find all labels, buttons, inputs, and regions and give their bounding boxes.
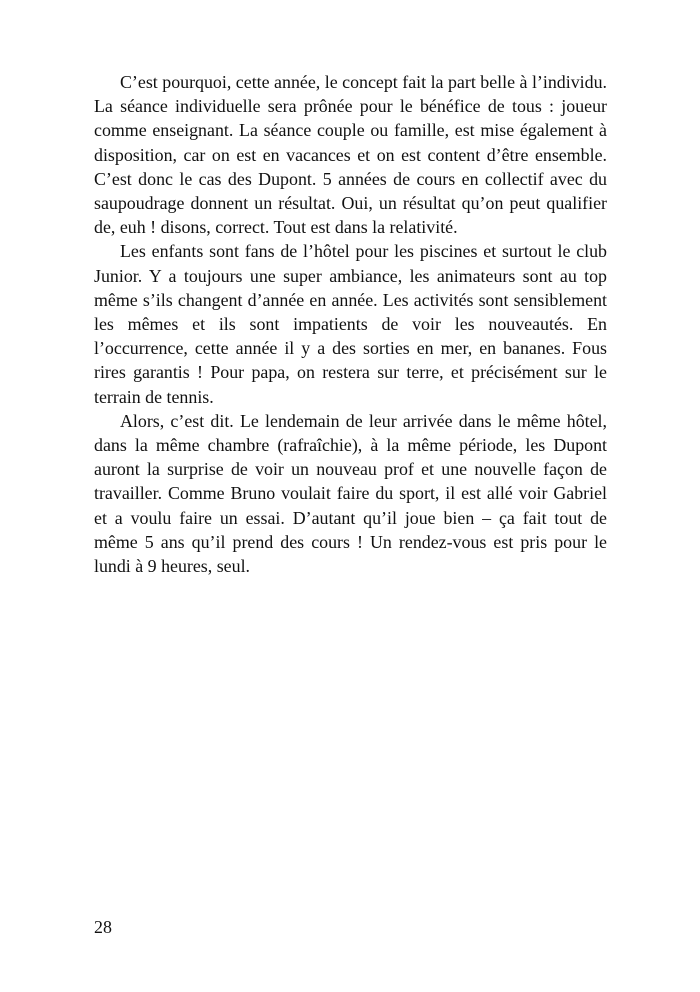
paragraph: Alors, c’est dit. Le lendemain de leur arrivée dans le même hôtel, dans la même chambre (rafraîchie), à la même période, les Dupont auront la surprise de voir un nouveau prof et une nouvelle façon de travailler. Comme Bruno voulait faire du sport, il est allé voir Gabriel et a voulu faire un essai. D’autant qu’il joue bien – ça fait tout de même 5 ans qu’il prend des cours ! Un rendez-vous est pris pour le lundi à 9 heures, seul. (94, 410, 607, 577)
paragraph: C’est pourquoi, cette année, le concept fait la part belle à l’individu. La séance individuelle sera prônée pour le bénéfice de tous : joueur comme enseignant. La séance couple ou famille, est mise également à disposition, car on est en vacances et on est content d’être ensemble. C’est donc le cas des Dupont. 5 années de cours en collectif avec du saupoudrage donnent un résultat. Oui, un résultat qu’on peut qualifier de, euh ! disons, correct. Tout est dans la relativité. (94, 72, 607, 238)
page-body (94, 70, 607, 578)
paragraph: Les enfants sont fans de l’hôtel pour les piscines et surtout le club Junior. Y a toujours une super ambiance, les animateurs sont au top même s’ils changent d’année en année. Les activités sont sensiblement les mêmes et ils sont impatients de voir les nouveautés. En l’occurrence, cette année il y a des sorties en mer, en bananes. Fous rires garantis ! Pour papa, on restera sur terre, et précisément sur le terrain de tennis. (94, 241, 607, 407)
page-number: 28 (94, 917, 112, 937)
